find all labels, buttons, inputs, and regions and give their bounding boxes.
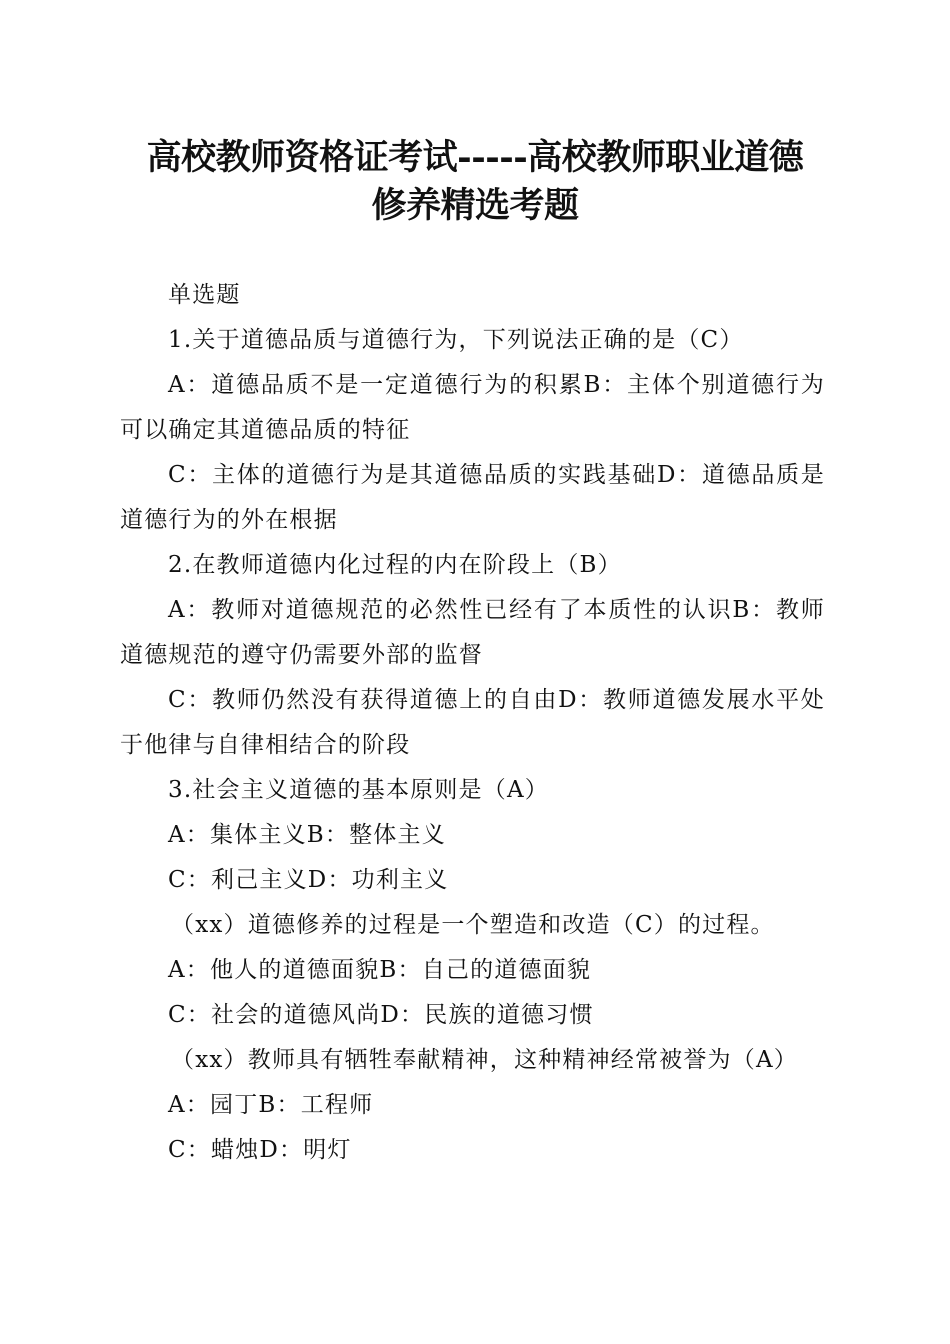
document-title (110, 134, 840, 230)
question-3-options-ab: A：集体主义B：整体主义 (168, 822, 446, 848)
question-1-options-ab: A：道德品质不是一定道德行为的积累B：主体个别道德行为可以确定其道德品质的特征 (120, 372, 825, 443)
question-5-options-cd: C：蜡烛D：明灯 (168, 1137, 352, 1163)
question-4-options-ab: A：他人的道德面貌B：自己的道德面貌 (168, 957, 592, 983)
section-heading: 单选题 (168, 282, 241, 308)
document-body (120, 273, 825, 1173)
question-3: 3.社会主义道德的基本原则是（A） (168, 777, 549, 803)
question-2-options-ab: A：教师对道德规范的必然性已经有了本质性的认识B：教师道德规范的遵守仍需要外部的监督 (120, 597, 825, 668)
question-5-options-ab: A：园丁B：工程师 (168, 1092, 374, 1118)
title-line-2: 修养精选考题 (371, 185, 579, 226)
question-4: （xx）道德修养的过程是一个塑造和改造（C）的过程。 (171, 912, 775, 938)
title-line-1: 高校教师资格证考试-----高校教师职业道德 (146, 137, 804, 178)
question-1-options-cd: C：主体的道德行为是其道德品质的实践基础D：道德品质是道德行为的外在根据 (120, 462, 825, 533)
question-5: （xx）教师具有牺牲奉献精神，这种精神经常被誉为（A） (171, 1047, 798, 1073)
question-3-options-cd: C：利己主义D：功利主义 (168, 867, 449, 893)
question-4-options-cd: C：社会的道德风尚D：民族的道德习惯 (168, 1002, 594, 1028)
question-1: 1.关于道德品质与道德行为，下列说法正确的是（C） (168, 327, 744, 353)
question-2: 2.在教师道德内化过程的内在阶段上（B） (168, 552, 622, 578)
question-2-options-cd: C：教师仍然没有获得道德上的自由D：教师道德发展水平处于他律与自律相结合的阶段 (120, 687, 825, 758)
